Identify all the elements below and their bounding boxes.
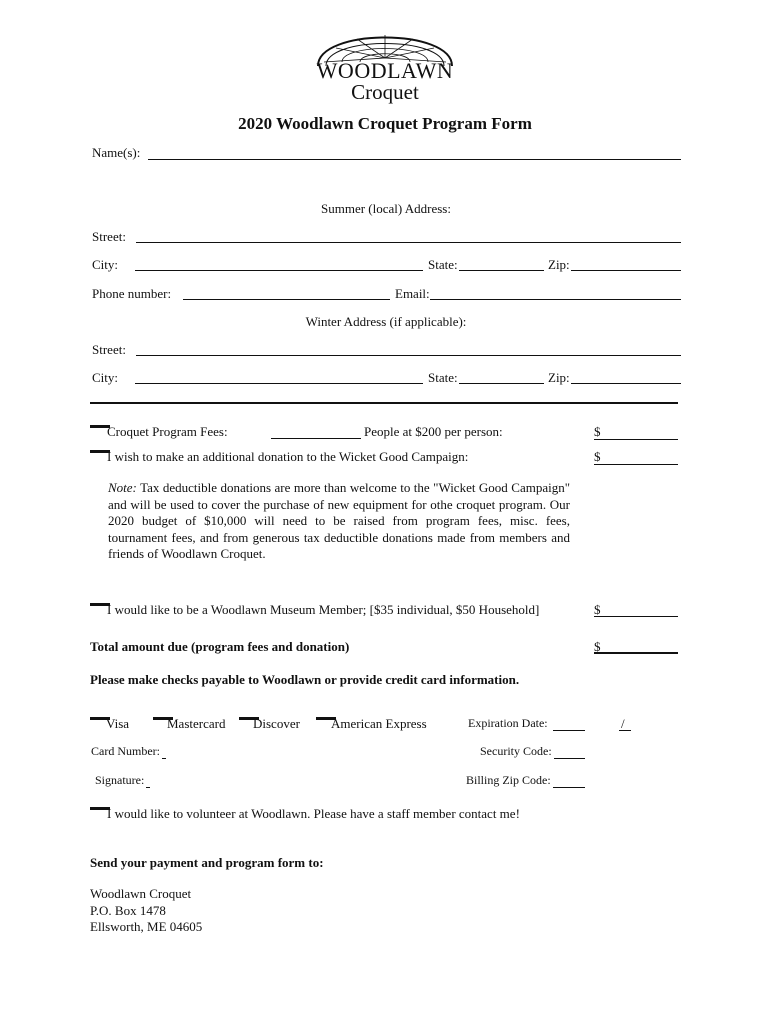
summer-address-heading: Summer (local) Address: bbox=[321, 201, 451, 216]
total-label: Total amount due (program fees and donation) bbox=[90, 639, 350, 654]
note-prefix: Note: bbox=[108, 480, 137, 495]
note-body: Tax deductible donations are more than welcome to the "Wicket Good Campaign" and will be used to cover the purchase of new equipment for othe croquet program. Our 2020 budget of $10,000 will need to be raised from program fees, misc. fees, tournament fees, and from generous tax deductible donations made from members and friends of Woodlawn Croquet. bbox=[108, 480, 571, 561]
winter-state-label: State: bbox=[428, 370, 458, 385]
expiration-month-field[interactable] bbox=[553, 730, 585, 731]
mastercard-label: Mastercard bbox=[167, 716, 226, 731]
address-line-3: Ellsworth, ME 04605 bbox=[90, 919, 203, 934]
winter-address-heading: Winter Address (if applicable): bbox=[305, 314, 467, 329]
names-field[interactable] bbox=[148, 159, 681, 160]
woodlawn-croquet-logo bbox=[312, 18, 458, 108]
section-divider bbox=[90, 402, 678, 404]
program-fees-label: Croquet Program Fees: bbox=[107, 424, 228, 439]
membership-label: I would like to be a Woodlawn Museum Member; [$35 individual, $50 Household] bbox=[107, 602, 540, 617]
signature-label: Signature: bbox=[95, 773, 145, 787]
summer-street-label: Street: bbox=[92, 229, 126, 244]
expiration-label: Expiration Date: bbox=[468, 716, 548, 730]
program-fees-amount-field[interactable] bbox=[594, 439, 678, 440]
amex-label: American Express bbox=[331, 716, 427, 731]
card-number-label: Card Number: bbox=[91, 744, 160, 758]
winter-street-field[interactable] bbox=[136, 355, 681, 356]
email-field[interactable] bbox=[430, 299, 681, 300]
winter-zip-field[interactable] bbox=[571, 383, 681, 384]
summer-state-label: State: bbox=[428, 257, 458, 272]
logo-subtitle: Croquet bbox=[351, 80, 419, 104]
visa-label: Visa bbox=[106, 716, 130, 731]
phone-label: Phone number: bbox=[92, 286, 172, 301]
people-count-field[interactable] bbox=[271, 438, 361, 439]
names-label: Name(s): bbox=[92, 145, 141, 160]
donation-dollar: $ bbox=[594, 449, 601, 464]
total-dollar: $ bbox=[594, 639, 601, 654]
membership-amount-field[interactable] bbox=[594, 616, 678, 617]
total-amount-field[interactable] bbox=[594, 652, 678, 654]
phone-field[interactable] bbox=[183, 299, 390, 300]
security-code-label: Security Code: bbox=[480, 744, 552, 758]
address-line-2: P.O. Box 1478 bbox=[90, 902, 166, 918]
winter-city-label: City: bbox=[92, 370, 119, 385]
winter-street-label: Street: bbox=[92, 342, 126, 357]
winter-state-field[interactable] bbox=[459, 383, 544, 384]
summer-zip-label: Zip: bbox=[548, 257, 570, 272]
summer-state-field[interactable] bbox=[459, 270, 544, 271]
volunteer-label: I would like to volunteer at Woodlawn. Please have a staff member contact me! bbox=[107, 806, 520, 821]
summer-zip-field[interactable] bbox=[571, 270, 681, 271]
card-number-field[interactable] bbox=[162, 758, 166, 759]
donation-amount-field[interactable] bbox=[594, 464, 678, 465]
security-code-field[interactable] bbox=[554, 758, 585, 759]
summer-street-field[interactable] bbox=[136, 242, 681, 243]
logo-wordmark: WOODLAWN bbox=[316, 58, 454, 83]
checks-instruction: Please make checks payable to Woodlawn or provide credit card information. bbox=[90, 672, 520, 687]
send-heading: Send your payment and program form to: bbox=[90, 855, 324, 870]
summer-city-field[interactable] bbox=[135, 270, 423, 271]
mailing-address bbox=[90, 886, 202, 936]
billing-zip-field[interactable] bbox=[553, 787, 585, 788]
winter-city-field[interactable] bbox=[135, 383, 423, 384]
membership-dollar: $ bbox=[594, 602, 601, 617]
signature-field[interactable] bbox=[146, 787, 150, 788]
expiration-slash: / bbox=[621, 716, 625, 731]
tax-note bbox=[108, 480, 570, 563]
email-label: Email: bbox=[395, 286, 430, 301]
summer-city-label: City: bbox=[92, 257, 119, 272]
page-title: 2020 Woodlawn Croquet Program Form bbox=[238, 114, 532, 133]
expiration-year-field[interactable] bbox=[619, 730, 631, 731]
discover-label: Discover bbox=[253, 716, 300, 731]
people-rate-text: People at $200 per person: bbox=[364, 424, 503, 439]
billing-zip-label: Billing Zip Code: bbox=[466, 773, 551, 787]
address-line-1: Woodlawn Croquet bbox=[90, 886, 192, 901]
donation-label: I wish to make an additional donation to the Wicket Good Campaign: bbox=[107, 449, 469, 464]
winter-zip-label: Zip: bbox=[548, 370, 570, 385]
program-fees-dollar: $ bbox=[594, 424, 601, 439]
